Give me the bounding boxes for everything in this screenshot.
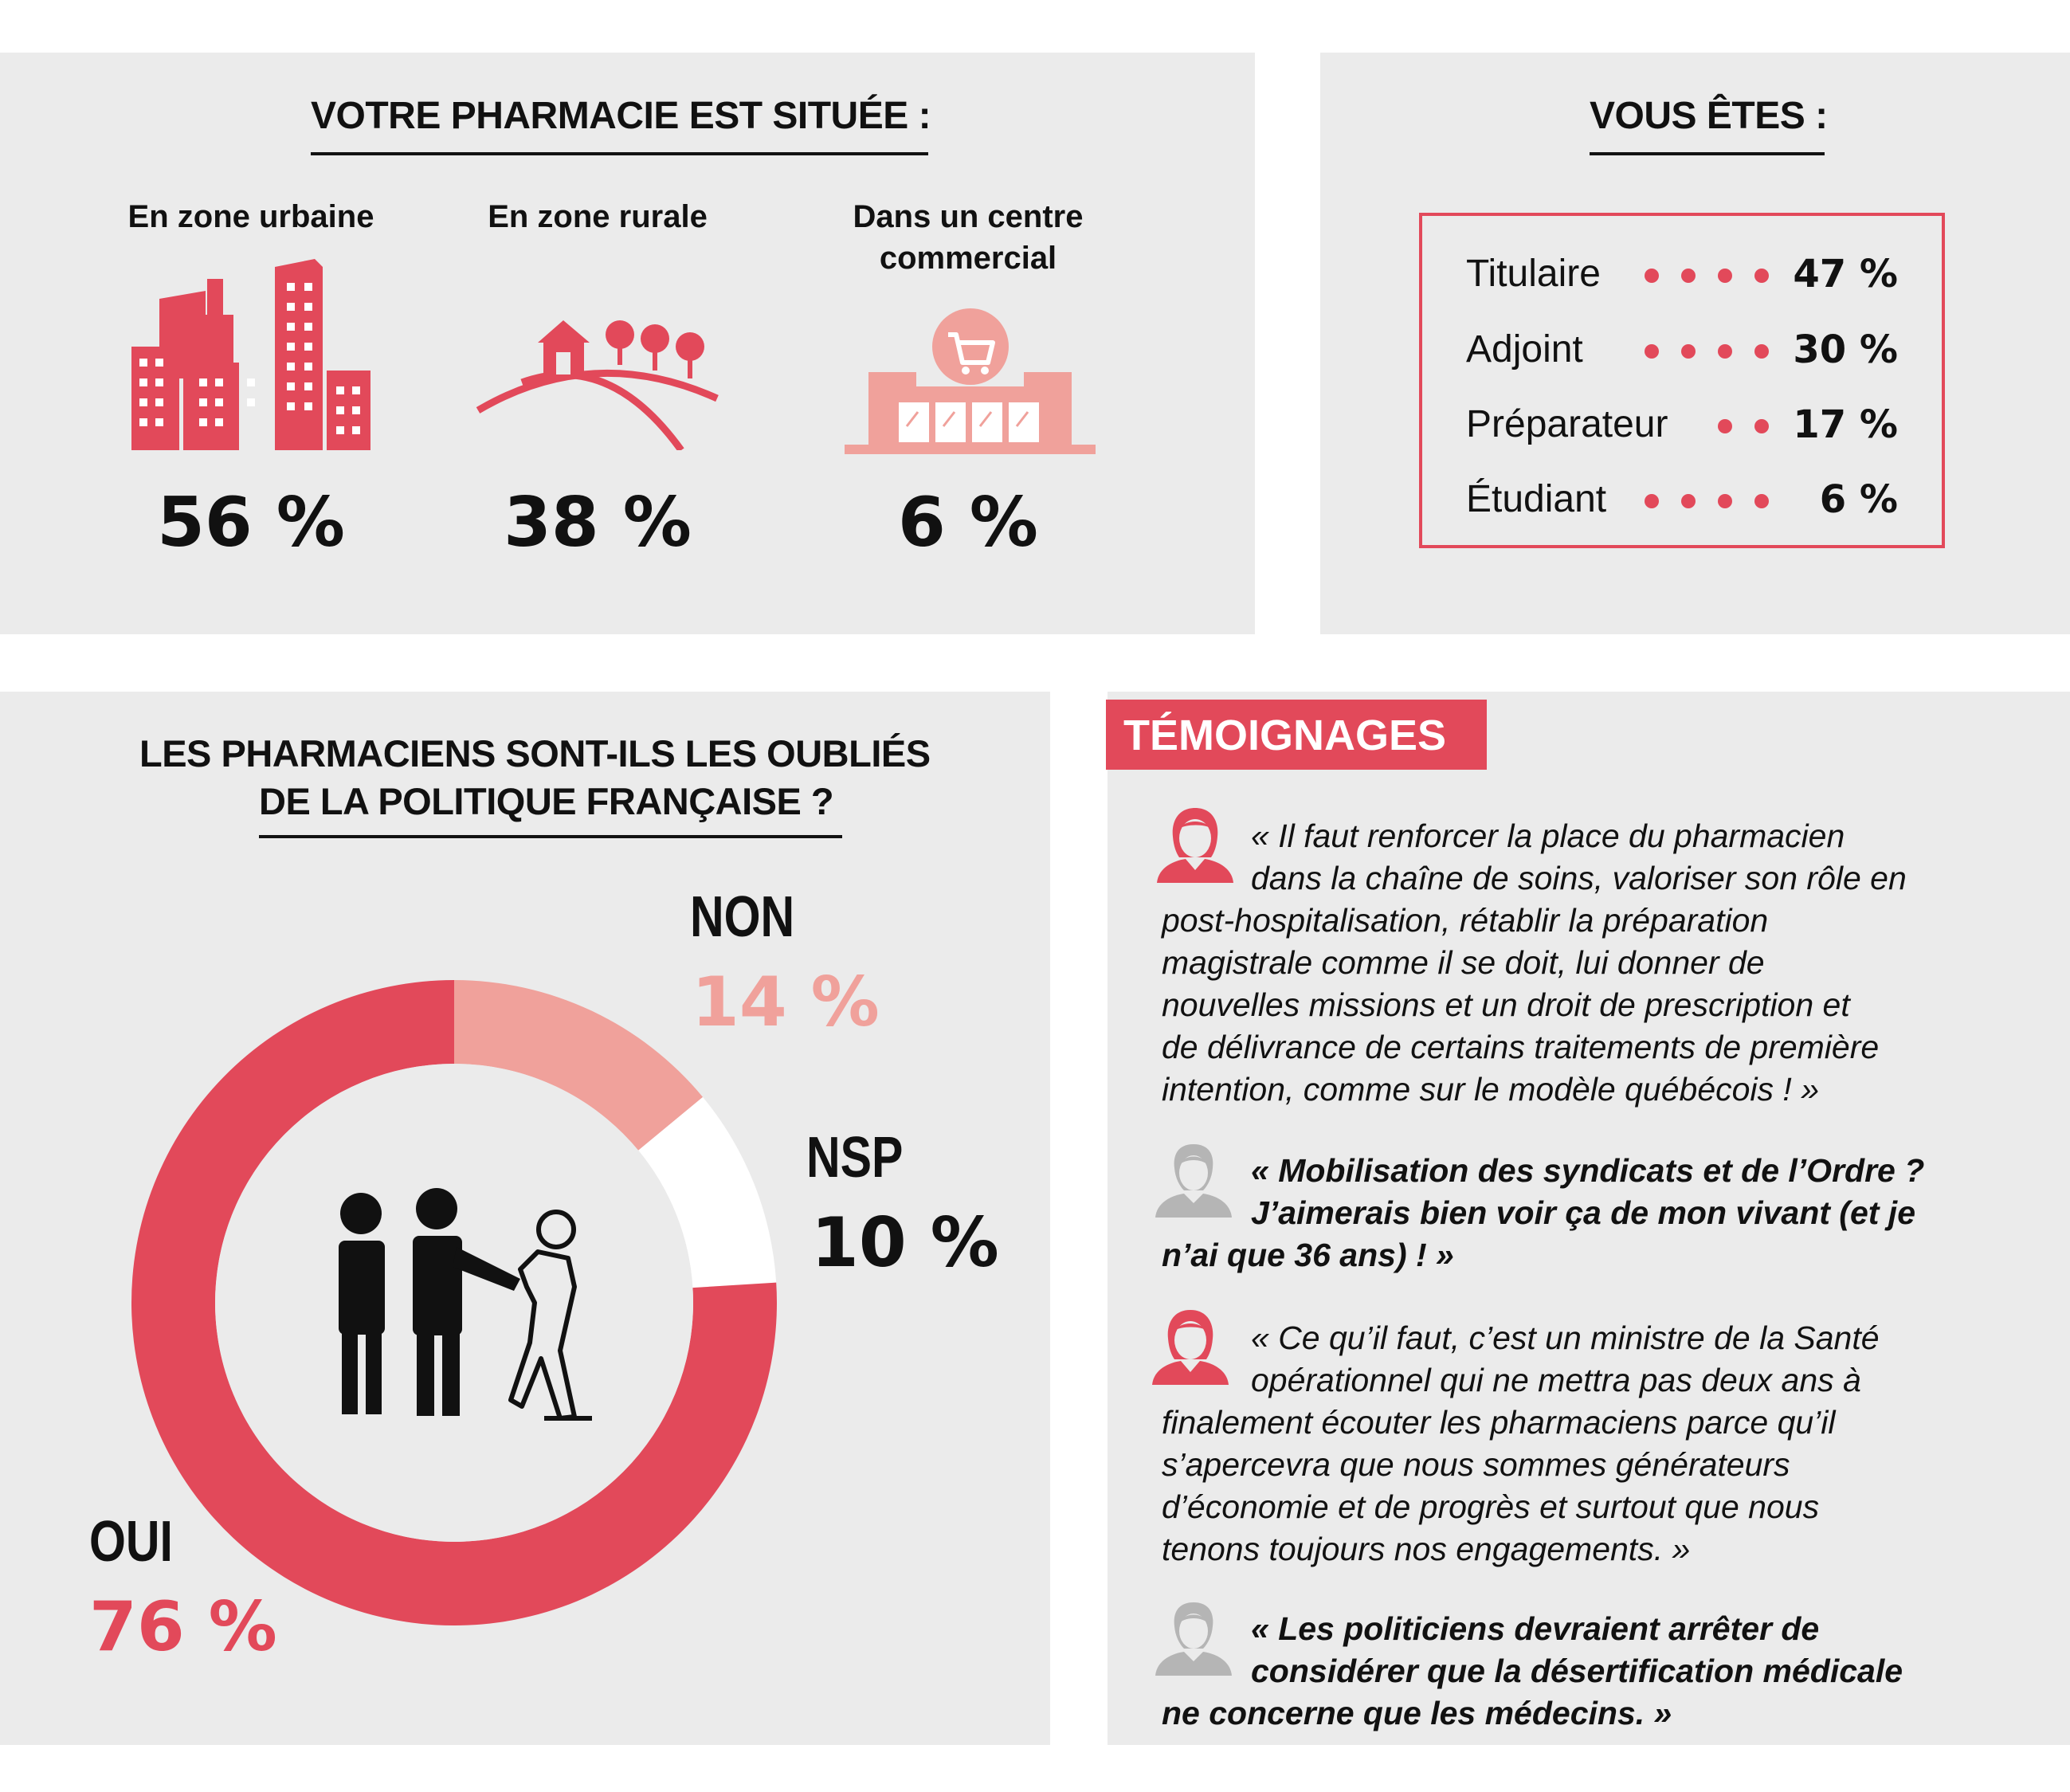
dot-separator	[1718, 269, 1732, 283]
role-value: 47 %	[1793, 252, 1898, 296]
testimonial-3	[1162, 1317, 1998, 1570]
location-label-mall: Dans un centre commercial	[853, 199, 1084, 276]
quote-line: magistrale comme il se doit, lui donner de	[1162, 944, 1765, 981]
dot-separator	[1645, 344, 1659, 359]
role-dots	[1626, 342, 1770, 366]
role-row-preparateur	[1422, 393, 1942, 457]
quote-line: de délivrance de certains traitements de première	[1162, 1029, 1880, 1065]
location-label-rural: En zone rurale	[488, 199, 708, 234]
city-buildings-icon	[127, 259, 374, 450]
roles-title: VOUS ÊTES :	[1590, 95, 1828, 137]
testimonials-title: TÉMOIGNAGES	[1123, 712, 1447, 759]
role-dots	[1626, 492, 1770, 516]
quote-line: considérer que la désertification médicale	[1251, 1653, 1903, 1689]
location-value-urban: 56 %	[157, 483, 345, 563]
poll-title-underline	[259, 835, 842, 838]
rural-house-trees-icon	[474, 311, 725, 450]
dot-separator	[1681, 269, 1696, 283]
location-title: VOTRE PHARMACIE EST SITUÉE :	[311, 95, 931, 137]
quote-line: « Il faut renforcer la place du pharmacien	[1251, 818, 1845, 854]
shopping-center-cart-icon	[845, 307, 1096, 458]
role-label: Préparateur	[1466, 403, 1668, 445]
quote-line: J’aimerais bien voir ça de mon vivant (et je	[1251, 1194, 1915, 1231]
poll-title-line2: DE LA POLITIQUE FRANÇAISE ?	[259, 780, 834, 822]
role-row-titulaire	[1422, 242, 1942, 306]
role-value: 6 %	[1819, 477, 1898, 522]
quote-line: d’économie et de progrès et surtout que nous	[1162, 1488, 1820, 1525]
testimonial-1	[1162, 815, 1998, 1111]
dot-separator	[1718, 419, 1732, 433]
location-title-underline	[311, 152, 928, 155]
role-value: 30 %	[1793, 327, 1898, 372]
quote-line: intention, comme sur le modèle québécois ! »	[1162, 1071, 1820, 1108]
role-row-adjoint	[1422, 318, 1942, 382]
role-row-etudiant	[1422, 468, 1942, 531]
location-value-mall: 6 %	[898, 483, 1038, 563]
quote-line: opérationnel qui ne mettra pas deux ans à	[1251, 1362, 1861, 1398]
pie-label-nsp: NSP	[806, 1126, 904, 1190]
quote-line: « Les politiciens devraient arrêter de	[1251, 1610, 1820, 1647]
dot-separator	[1645, 269, 1659, 283]
poll-title-line1: LES PHARMACIENS SONT-ILS LES OUBLIÉS	[139, 732, 931, 774]
dot-separator	[1718, 494, 1732, 508]
quote-line: « Ce qu’il faut, c’est un ministre de la Santé	[1251, 1319, 1880, 1356]
quote-line: post-hospitalisation, rétablir la préparation	[1162, 902, 1769, 939]
quote-line: finalement écouter les pharmaciens parce qu’il	[1162, 1404, 1836, 1441]
dot-separator	[1754, 269, 1769, 283]
testimonial-2	[1162, 1150, 1998, 1276]
dot-separator	[1681, 344, 1696, 359]
pie-label-oui: OUI	[89, 1510, 173, 1574]
quote-line: dans la chaîne de soins, valoriser son rôle en	[1251, 860, 1907, 896]
dot-separator	[1718, 344, 1732, 359]
role-label: Titulaire	[1466, 253, 1601, 295]
location-value-rural: 38 %	[504, 483, 692, 563]
dot-separator	[1681, 494, 1696, 508]
roles-title-underline	[1590, 152, 1825, 155]
quote-line: « Mobilisation des syndicats et de l’Ordre ?	[1251, 1152, 1925, 1189]
roles-list	[1419, 213, 1945, 548]
role-label: Étudiant	[1466, 478, 1607, 520]
role-label: Adjoint	[1466, 328, 1583, 371]
testimonial-4	[1162, 1608, 1998, 1735]
pie-value-oui: 76 %	[89, 1587, 277, 1667]
quote-line: ne concerne que les médecins. »	[1162, 1695, 1672, 1731]
quote-line: n’ai que 36 ans) ! »	[1162, 1237, 1454, 1273]
pie-value-non: 14 %	[692, 963, 880, 1042]
donut-chart	[131, 980, 777, 1625]
dot-separator	[1754, 344, 1769, 359]
pie-value-nsp: 10 %	[811, 1203, 999, 1283]
role-dots	[1626, 266, 1770, 290]
dot-separator	[1754, 419, 1769, 433]
dot-separator	[1754, 494, 1769, 508]
testimonials-badge	[1106, 700, 1487, 770]
quote-line: nouvelles missions et un droit de prescription et	[1162, 986, 1850, 1023]
quote-line: tenons toujours nos engagements. »	[1162, 1531, 1691, 1567]
location-label-urban: En zone urbaine	[127, 199, 374, 234]
quote-line: s’apercevra que nous sommes générateurs	[1162, 1446, 1790, 1483]
role-value: 17 %	[1793, 402, 1898, 447]
dot-separator	[1645, 494, 1659, 508]
pie-label-non: NON	[690, 885, 795, 949]
role-dots	[1706, 417, 1770, 441]
